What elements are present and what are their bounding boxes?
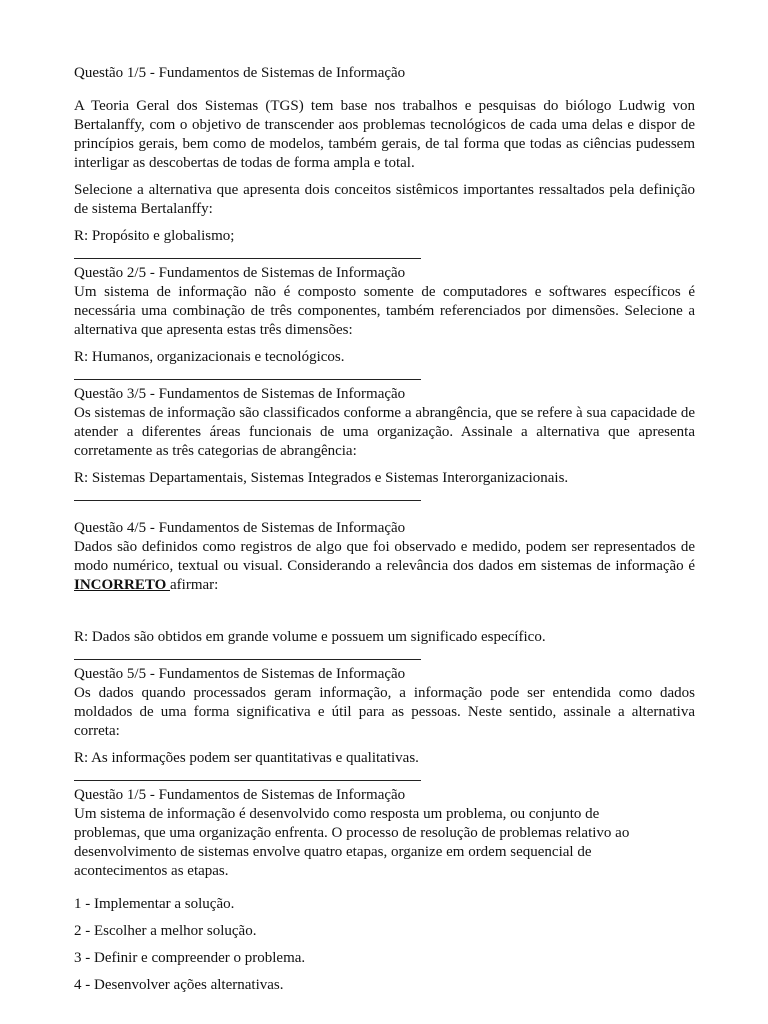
question-4-emphasis: INCORRETO (74, 577, 170, 593)
question-5-title: Questão 5/5 - Fundamentos de Sistemas de Informação (74, 666, 406, 682)
question-2-title: Questão 2/5 - Fundamentos de Sistemas de Informação (74, 265, 406, 281)
divider (74, 258, 421, 259)
question-5-text: Os dados quando processados geram informação, a informação pode ser entendida como dados moldados de uma forma significativa e útil para as pessoas. Neste sentido, assinale a alternativa correta: (74, 685, 695, 739)
question-4-title: Questão 4/5 - Fundamentos de Sistemas de Informação (74, 520, 406, 536)
question-2-text: Um sistema de informação não é composto somente de computadores e softwares específicos é necessária uma combinação de três componentes, também referenciados por dimensões. Selecione a alternativa que apresenta estas três dimensões: (74, 284, 695, 338)
question-4-text (74, 538, 695, 595)
question-2-answer: R: Humanos, organizacionais e tecnológicos. (74, 349, 345, 365)
question-3-answer: R: Sistemas Departamentais, Sistemas Integrados e Sistemas Interorganizacionais. (74, 470, 569, 486)
question-5-answer: R: As informações podem ser quantitativas e qualitativas. (74, 750, 419, 766)
question-6-title: Questão 1/5 - Fundamentos de Sistemas de Informação (74, 787, 406, 803)
question-1-title: Questão 1/5 - Fundamentos de Sistemas de Informação (74, 65, 406, 81)
question-6-text: Um sistema de informação é desenvolvido como resposta um problema, ou conjunto de problemas, que uma organização enfrenta. O processo de resolução de problemas relativo ao desenvolvimento de sistemas envolve quatro etapas, organize em ordem sequencial de acontecimentos as etapas. (74, 806, 630, 879)
divider (74, 780, 421, 781)
list-item: 4 - Desenvolver ações alternativas. (74, 977, 284, 993)
list-item: 3 - Definir e compreender o problema. (74, 950, 306, 966)
question-3-title: Questão 3/5 - Fundamentos de Sistemas de Informação (74, 386, 406, 402)
list-item: 1 - Implementar a solução. (74, 896, 235, 912)
document (74, 64, 695, 995)
divider (74, 379, 421, 380)
question-4-text-after: afirmar: (170, 577, 219, 593)
question-4-text-before: Dados são definidos como registros de algo que foi observado e medido, podem ser representados de modo numérico, textual ou visual. Considerando a relevância dos dados em sistemas de informação é (74, 539, 695, 574)
question-1-answer: R: Propósito e globalismo; (74, 228, 235, 244)
question-1-text: A Teoria Geral dos Sistemas (TGS) tem base nos trabalhos e pesquisas do biólogo Ludwig von Bertalanffy, com o objetivo de transcender aos problemas tecnológicos de cada uma delas e dispor de princípios gerais, bem como de modelos, também gerais, de tal forma que todas as ciências pudessem interligar as descobertas de todas de forma ampla e total. (74, 98, 695, 171)
divider (74, 500, 421, 501)
divider (74, 659, 421, 660)
list-item: 2 - Escolher a melhor solução. (74, 923, 257, 939)
question-3-text: Os sistemas de informação são classificados conforme a abrangência, que se refere à sua capacidade de atender a diferentes áreas funcionais de uma organização. Assinale a alternativa que apresenta corretamente as três categorias de abrangência: (74, 405, 695, 459)
question-1-prompt: Selecione a alternativa que apresenta dois conceitos sistêmicos importantes ressaltados pela definição de sistema Bertalanffy: (74, 182, 695, 217)
question-4-answer: R: Dados são obtidos em grande volume e possuem um significado específico. (74, 629, 546, 645)
